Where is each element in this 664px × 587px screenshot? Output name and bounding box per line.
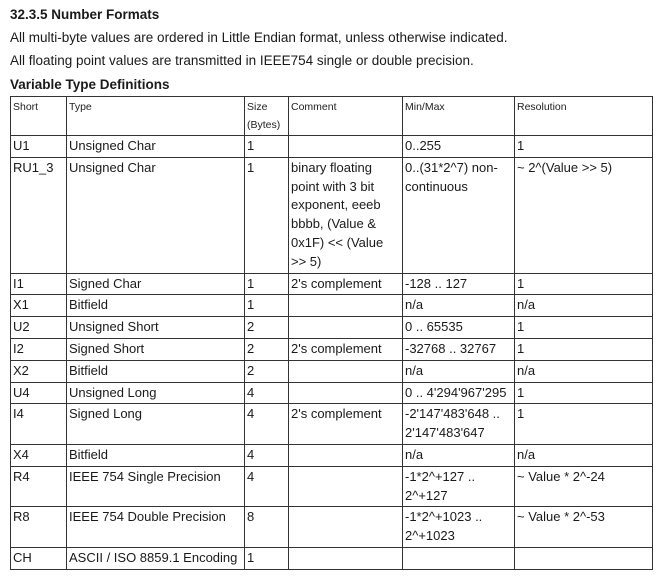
cell-minmax: -1*2^+127 .. 2^+127 — [403, 466, 515, 507]
cell-short: U1 — [11, 136, 67, 158]
cell-resolution: ~ Value * 2^-24 — [515, 466, 653, 507]
table-row — [11, 273, 653, 295]
cell-comment — [289, 317, 403, 339]
cell-comment — [289, 382, 403, 404]
cell-short: X4 — [11, 444, 67, 466]
cell-resolution: ~ 2^(Value >> 5) — [515, 157, 653, 273]
cell-minmax: n/a — [403, 444, 515, 466]
cell-size: 1 — [245, 295, 289, 317]
cell-size: 2 — [245, 317, 289, 339]
table-row — [11, 404, 653, 445]
cell-type: Signed Short — [67, 338, 245, 360]
cell-comment — [289, 547, 403, 569]
header-resolution: Resolution — [515, 97, 653, 136]
cell-resolution: 1 — [515, 317, 653, 339]
table-row — [11, 136, 653, 158]
cell-short: CH — [11, 547, 67, 569]
cell-short: U4 — [11, 382, 67, 404]
table-row — [11, 466, 653, 507]
cell-short: RU1_3 — [11, 157, 67, 273]
cell-size: 4 — [245, 444, 289, 466]
cell-comment: 2's complement — [289, 338, 403, 360]
cell-comment — [289, 507, 403, 548]
table-row — [11, 444, 653, 466]
cell-minmax: 0..255 — [403, 136, 515, 158]
cell-size: 4 — [245, 382, 289, 404]
cell-type: IEEE 754 Double Precision — [67, 507, 245, 548]
table-row — [11, 317, 653, 339]
cell-type: ASCII / ISO 8859.1 Encoding — [67, 547, 245, 569]
cell-resolution: n/a — [515, 295, 653, 317]
cell-minmax: -128 .. 127 — [403, 273, 515, 295]
cell-short: R8 — [11, 507, 67, 548]
header-minmax: Min/Max — [403, 97, 515, 136]
cell-resolution: 1 — [515, 382, 653, 404]
cell-resolution: n/a — [515, 444, 653, 466]
section-title: 32.3.5 Number Formats — [10, 7, 160, 22]
cell-minmax — [403, 547, 515, 569]
table-header-row — [11, 97, 653, 136]
cell-minmax: 0 .. 65535 — [403, 317, 515, 339]
table-row — [11, 295, 653, 317]
cell-comment — [289, 360, 403, 382]
cell-minmax: -1*2^+1023 .. 2^+1023 — [403, 507, 515, 548]
cell-type: Unsigned Char — [67, 136, 245, 158]
cell-resolution: n/a — [515, 360, 653, 382]
cell-size: 8 — [245, 507, 289, 548]
table-row — [11, 360, 653, 382]
cell-resolution — [515, 547, 653, 569]
cell-size: 1 — [245, 273, 289, 295]
cell-type: Signed Long — [67, 404, 245, 445]
table-row — [11, 338, 653, 360]
table-row — [11, 547, 653, 569]
cell-size: 1 — [245, 136, 289, 158]
cell-minmax: 0..(31*2^7) non-continuous — [403, 157, 515, 273]
table-row — [11, 157, 653, 273]
cell-short: R4 — [11, 466, 67, 507]
cell-type: Bitfield — [67, 444, 245, 466]
cell-minmax: -32768 .. 32767 — [403, 338, 515, 360]
cell-resolution: 1 — [515, 404, 653, 445]
cell-type: Unsigned Short — [67, 317, 245, 339]
cell-minmax: n/a — [403, 295, 515, 317]
cell-short: I1 — [11, 273, 67, 295]
header-comment: Comment — [289, 97, 403, 136]
table-row — [11, 507, 653, 548]
header-short: Short — [11, 97, 67, 136]
header-size-line2: (Bytes) — [247, 119, 281, 131]
cell-resolution: 1 — [515, 338, 653, 360]
cell-type: Bitfield — [67, 360, 245, 382]
cell-resolution: ~ Value * 2^-53 — [515, 507, 653, 548]
cell-resolution: 1 — [515, 273, 653, 295]
cell-minmax: n/a — [403, 360, 515, 382]
cell-comment: 2's complement — [289, 273, 403, 295]
cell-type: Signed Char — [67, 273, 245, 295]
paragraph-floating-point: All floating point values are transmitted in IEEE754 single or double precision. — [10, 53, 474, 68]
table-title: Variable Type Definitions — [10, 77, 170, 92]
document-page — [10, 6, 660, 570]
paragraph-endianness: All multi-byte values are ordered in Little Endian format, unless otherwise indicated. — [10, 30, 508, 45]
cell-short: X2 — [11, 360, 67, 382]
cell-minmax: -2'147'483'648 .. 2'147'483'647 — [403, 404, 515, 445]
cell-short: I2 — [11, 338, 67, 360]
cell-comment: 2's complement — [289, 404, 403, 445]
cell-type: Bitfield — [67, 295, 245, 317]
table-row — [11, 382, 653, 404]
header-size — [245, 97, 289, 136]
cell-size: 1 — [245, 157, 289, 273]
cell-short: X1 — [11, 295, 67, 317]
cell-comment — [289, 466, 403, 507]
cell-size: 2 — [245, 338, 289, 360]
cell-short: I4 — [11, 404, 67, 445]
variable-type-table — [10, 96, 653, 570]
header-type: Type — [67, 97, 245, 136]
cell-size: 4 — [245, 466, 289, 507]
cell-minmax: 0 .. 4'294'967'295 — [403, 382, 515, 404]
cell-comment — [289, 295, 403, 317]
cell-size: 2 — [245, 360, 289, 382]
cell-comment — [289, 444, 403, 466]
cell-size: 1 — [245, 547, 289, 569]
cell-resolution: 1 — [515, 136, 653, 158]
cell-short: U2 — [11, 317, 67, 339]
header-size-line1: Size — [247, 101, 268, 113]
cell-type: IEEE 754 Single Precision — [67, 466, 245, 507]
cell-size: 4 — [245, 404, 289, 445]
cell-type: Unsigned Long — [67, 382, 245, 404]
cell-comment: binary floating point with 3 bit exponent, eeeb bbbb, (Value & 0x1F) << (Value >> 5) — [289, 157, 403, 273]
cell-type: Unsigned Char — [67, 157, 245, 273]
cell-comment — [289, 136, 403, 158]
